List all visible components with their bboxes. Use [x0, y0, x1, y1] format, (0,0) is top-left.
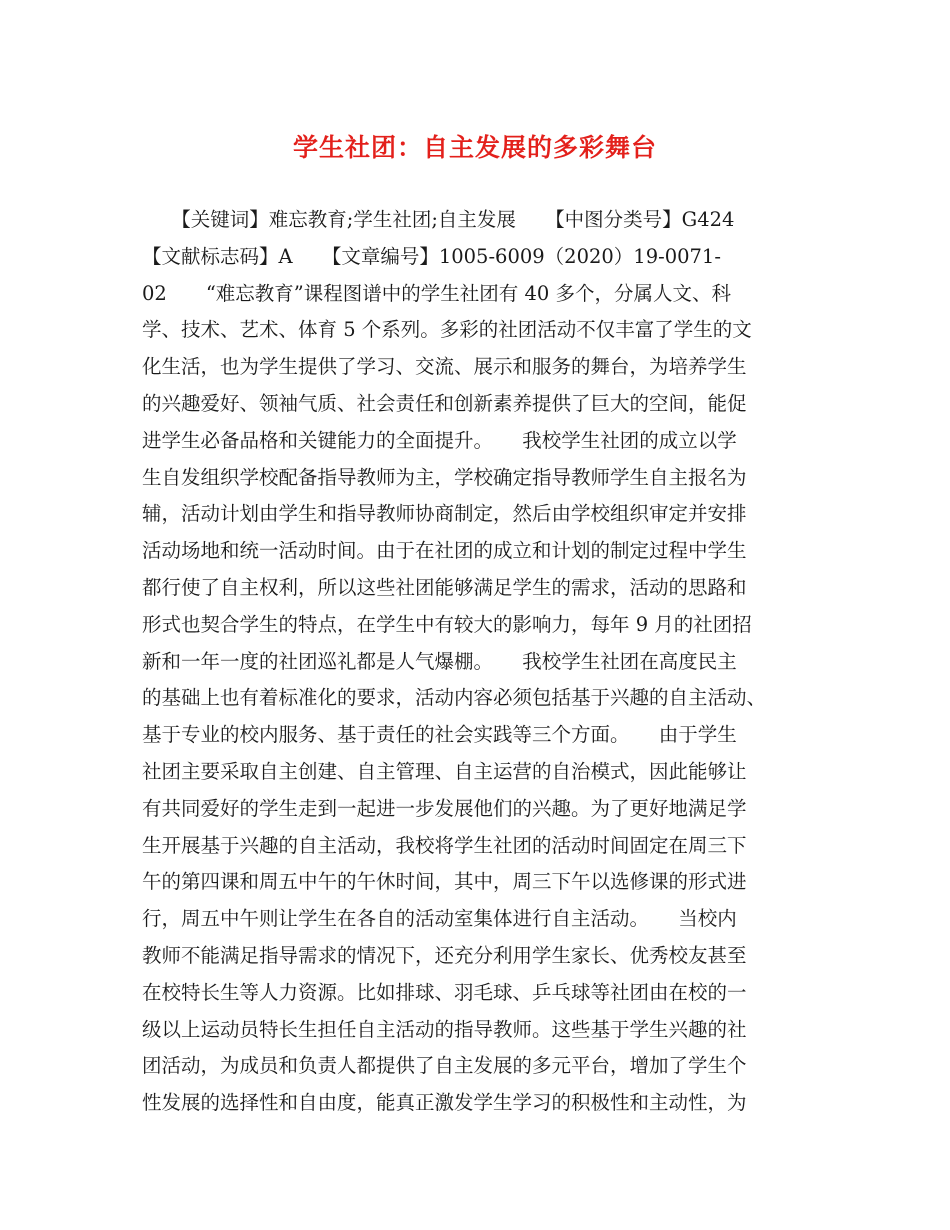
body-line: 级以上运动员特长生担任自主活动的指导教师。这些基于学生兴趣的社 [142, 1017, 747, 1041]
body-line: 团活动，为成员和负责人都提供了自主发展的多元平台，增加了学生个 [142, 1054, 747, 1078]
body-line: 进学生必备品格和关键能力的全面提升。 我校学生社团的成立以学 [142, 428, 737, 452]
body-line: 形式也契合学生的特点，在学生中有较大的影响力，每年 9 月的社团招 [142, 612, 752, 636]
body-line: 辅，活动计划由学生和指导教师协商制定，然后由学校组织审定并安排 [142, 502, 747, 526]
body-line: 教师不能满足指导需求的情况下，还充分利用学生家长、优秀校友甚至 [142, 943, 747, 967]
body-line: 生自发组织学校配备指导教师为主，学校确定指导教师学生自主报名为 [142, 465, 747, 489]
body-line: 有共同爱好的学生走到一起进一步发展他们的兴趣。为了更好地满足学 [142, 796, 747, 820]
body-line: 在校特长生等人力资源。比如排球、羽毛球、乒乓球等社团由在校的一 [142, 980, 747, 1004]
body-line: 的兴趣爱好、领袖气质、社会责任和创新素养提供了巨大的空间，能促 [142, 391, 747, 415]
document-title: 学生社团：自主发展的多彩舞台 [292, 133, 657, 162]
body-line: 【关键词】难忘教育;学生社团;自主发展 【中图分类号】G424 [142, 208, 735, 231]
body-line: 02 “难忘教育”课程图谱中的学生社团有 40 多个，分属人文、科 [142, 281, 731, 305]
body-line: 化生活，也为学生提供了学习、交流、展示和服务的舞台，为培养学生 [142, 355, 747, 379]
body-line: 学、技术、艺术、体育 5 个系列。多彩的社团活动不仅丰富了学生的文 [142, 318, 752, 342]
body-line: 行，周五中午则让学生在各自的活动室集体进行自主活动。 当校内 [142, 907, 737, 931]
body-line: 的基础上也有着标准化的要求，活动内容必须包括基于兴趣的自主活动、 [142, 686, 767, 710]
document-body [142, 202, 812, 1122]
body-line: 生开展基于兴趣的自主活动，我校将学生社团的活动时间固定在周三下 [142, 833, 747, 857]
body-line: 社团主要采取自主创建、自主管理、自主运营的自治模式，因此能够让 [142, 759, 747, 783]
body-line: 性发展的选择性和自由度，能真正激发学生学习的积极性和主动性，为 [142, 1091, 747, 1115]
body-line: 新和一年一度的社团巡礼都是人气爆棚。 我校学生社团在高度民主 [142, 649, 737, 673]
body-line: 基于专业的校内服务、基于责任的社会实践等三个方面。 由于学生 [142, 723, 737, 747]
body-line: 午的第四课和周五中午的午休时间，其中，周三下午以选修课的形式进 [142, 870, 747, 894]
body-line: 【文献标志码】A 【文章编号】1005-6009（2020）19-0071- [142, 244, 721, 268]
body-line: 活动场地和统一活动时间。由于在社团的成立和计划的制定过程中学生 [142, 539, 747, 563]
body-line: 都行使了自主权利，所以这些社团能够满足学生的需求，活动的思路和 [142, 575, 747, 599]
